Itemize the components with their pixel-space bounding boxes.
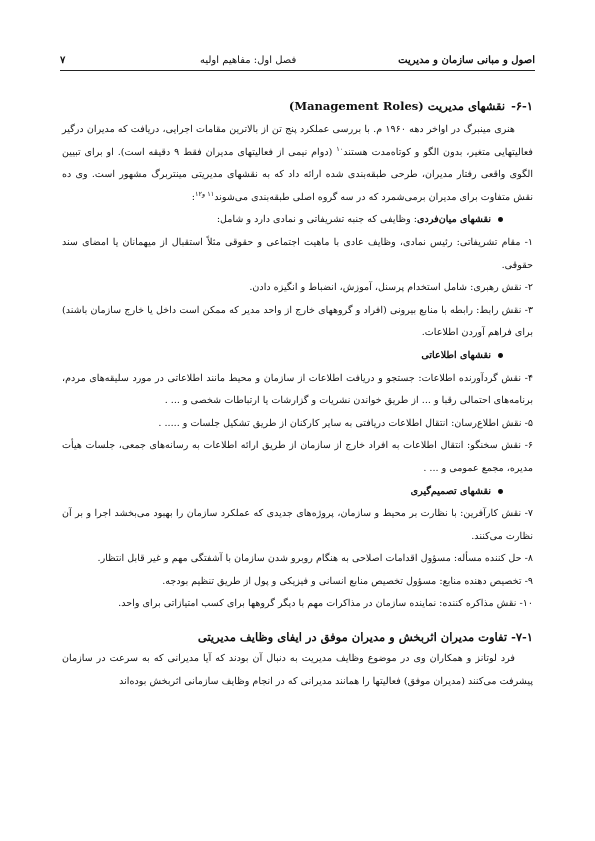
- intro-paragraph: [62, 119, 533, 209]
- running-header: [60, 54, 535, 70]
- list-item: ۱- مقام تشریفاتی: رئیس نمادی، وظایف عادی با ماهیت اجتماعی و حقوقی مثلاً استقبال از میهمانان یا امضای سند حقوقی.: [62, 236, 533, 271]
- section-number: ۶-۱-: [511, 99, 533, 113]
- bullet-icon: [498, 217, 503, 222]
- page-body: [62, 95, 533, 693]
- section-title: تفاوت مدیران اثربخش و مدیران موفق در ایفای وظایف مدیریتی: [197, 630, 508, 645]
- list-item: ۶- نقش سخنگو: انتقال اطلاعات به افراد خارج از سازمان از طریق ارائه اطلاعات به رسانه‌های جمعی، جلسات هیأت مدیره، مجمع عمومی و ... .: [62, 440, 533, 474]
- footnote-ref: ۱۱ و۱۲: [195, 189, 215, 198]
- group-interpersonal: [62, 209, 533, 232]
- section-heading-management-roles: [62, 95, 533, 117]
- group-heading: نقشهای تصمیم‌گیری: [410, 485, 491, 497]
- bullet-icon: [498, 353, 503, 358]
- group-description: : وظایفی که جنبه تشریفاتی و نمادی دارد و شامل:: [216, 214, 418, 226]
- section-number: ۷-۱-: [511, 630, 533, 645]
- bullet-icon: [498, 489, 503, 494]
- section-title: نقشهای مدیریت: [427, 99, 506, 113]
- intro-text-2: (دوام نیمی از فعالیتهای مدیران فقط ۹ دقیقه است). او برای تبیین الگوی واقعی رفتار مدیران، طرحی طبقه‌بندی شده ارائه داد که به نقشهای مدیریتی مینتربرگ مشهور است. وی ده نقش متفاوت برای مدیران برمی‌شمرد که در سه گروه اصلی طبقه‌بندی می‌شوند: [62, 146, 533, 203]
- group-heading: نقشهای اطلاعاتی: [421, 349, 491, 361]
- page-number: ۷: [60, 55, 66, 66]
- header-divider: [60, 70, 535, 71]
- list-item: ۷- نقش کارآفرین: با نظارت بر محیط و سازمان، پروژه‌های جدیدی که عملکرد سازمان را بهبود می‌بخشد اجرا و بر آن نظارت می‌کنند.: [62, 508, 533, 542]
- chapter-title: فصل اول: مفاهیم اولیه: [200, 55, 297, 66]
- group-informational: [62, 345, 533, 368]
- list-item: ۸- حل کننده مسأله: مسؤول اقدامات اصلاحی به هنگام روبرو شدن سازمان با آشفتگی مهم و غیر قابل انتظار.: [97, 553, 533, 565]
- body-paragraph: فرد لوتانز و همکاران وی در موضوع وظایف مدیریت به دنبال آن بودند که آیا مدیرانی که به سرعت در سازمان پیشرفت می‌کنند (مدیران موفق) فعالیتها را همانند مدیرانی که در انجام وظایف سازمانی اثربخش بوده‌اند: [62, 653, 533, 687]
- list-item: ۲- نقش رهبری: شامل استخدام پرسنل، آموزش، انضباط و انگیزه دادن.: [249, 282, 533, 294]
- group-heading: نقشهای میان‌فردی: [417, 214, 491, 226]
- list-item: ۹- تخصیص دهنده منابع: مسؤول تخصیص منابع انسانی و فیزیکی و پول از طریق تنظیم بودجه.: [162, 575, 533, 587]
- group-decisional: [62, 481, 533, 504]
- list-item: ۳- نقش رابط: رابطه با منابع بیرونی (افراد و گروههای خارج از واحد مدیر که ممکن است داخل یا خارج سازمان باشند) برای فراهم آوردن اطلاعات.: [62, 304, 533, 339]
- section-heading-effective-vs-successful: [62, 626, 533, 648]
- list-item: ۴- نقش گردآورنده اطلاعات: جستجو و دریافت اطلاعات از سازمان و محیط مانند اطلاعاتی در مورد سلیقه‌های مردم، برنامه‌های احتمالی رقبا و ... از طریق خواندن نشریات و گزارشات یا ارتباطات شخصی و ... .: [62, 372, 533, 407]
- footnote-ref: ۱۰: [336, 144, 344, 153]
- list-item: ۵- نقش اطلاع‌رسان: انتقال اطلاعات دریافتی به سایر کارکنان از طریق تشکیل جلسات و ..... .: [158, 417, 533, 429]
- section-title-english: (Management Roles): [288, 99, 424, 113]
- intro-text-1: هنری مینبرگ در اواخر دهه ۱۹۶۰ م. با بررسی عملکرد پنج تن از بالاترین مقامات اجرایی، دریافت که مدیران درگیر فعالیتهایی متغیر، بدون الگو و کوتاه‌مدت هستند: [62, 124, 533, 158]
- intro-text-end: :: [191, 191, 196, 203]
- book-title: اصول و مبانی سازمان و مدیریت: [398, 55, 535, 66]
- list-item: ۱۰- نقش مذاکره کننده: نماینده سازمان در مذاکرات مهم با دیگر گروهها برای کسب امتیازاتی برای واحد.: [118, 598, 533, 610]
